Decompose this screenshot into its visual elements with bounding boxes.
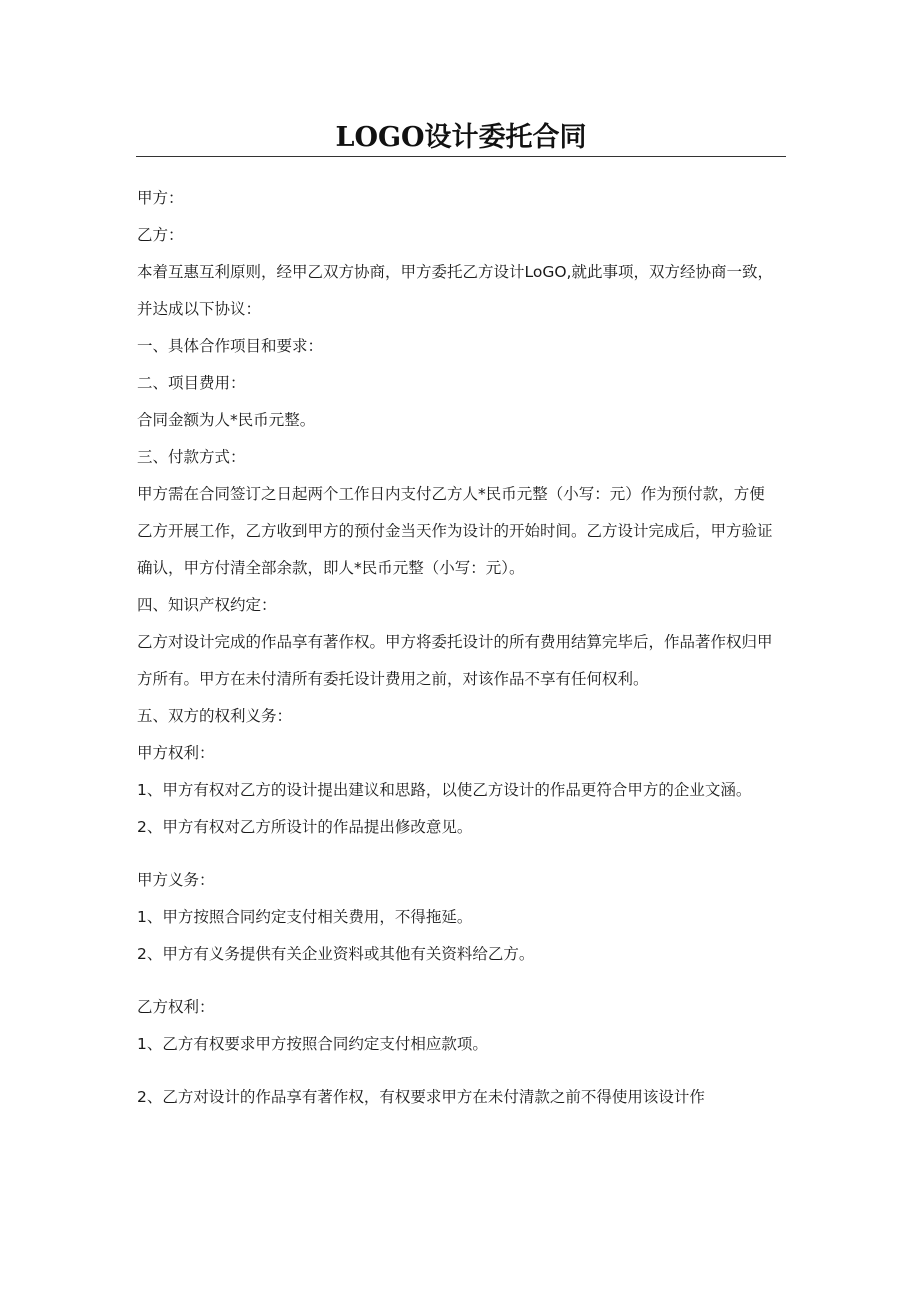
- payment-paragraph: 甲方需在合同签订之日起两个工作日内支付乙方人*民币元整（小写：元）作为预付款，方便乙方开展工作，乙方收到甲方的预付金当天作为设计的开始时间。乙方设计完成后，甲方验证确认，甲方付清全部余款，即人*民币元整（小写：元）。: [137, 485, 773, 577]
- section-heading: 二、项目费用：: [137, 374, 246, 392]
- list-item: 1、甲方有权对乙方的设计提出建议和思路，以使乙方设计的作品更符合甲方的企业文涵。: [137, 781, 752, 799]
- section-heading: 三、付款方式：: [137, 448, 246, 466]
- list-item: 2、甲方有权对乙方所设计的作品提出修改意见。: [137, 818, 473, 836]
- section-heading: 一、具体合作项目和要求：: [137, 337, 324, 355]
- subsection-heading: 甲方义务：: [137, 871, 215, 889]
- subsection-heading: 甲方权利：: [137, 744, 215, 762]
- ip-paragraph: 乙方对设计完成的作品享有著作权。甲方将委托设计的所有费用结算完毕后，作品著作权归甲方所有。甲方在未付清所有委托设计费用之前，对该作品不享有任何权利。: [137, 633, 773, 688]
- party-b-line: 乙方：: [137, 226, 184, 244]
- party-a-line: 甲方：: [137, 189, 184, 207]
- list-item: 2、乙方对设计的作品享有著作权，有权要求甲方在未付清款之前不得使用该设计作: [137, 1088, 705, 1106]
- fee-paragraph: 合同金额为人*民币元整。: [137, 411, 316, 429]
- document-body: [137, 180, 777, 1116]
- preamble-paragraph: 本着互惠互利原则，经甲乙双方协商，甲方委托乙方设计LoGO,就此事项，双方经协商一致，并达成以下协议：: [137, 263, 773, 318]
- section-heading: 五、双方的权利义务：: [137, 707, 293, 725]
- list-item: 2、甲方有义务提供有关企业资料或其他有关资料给乙方。: [137, 945, 535, 963]
- document-title: LOGO设计委托合同: [335, 122, 587, 153]
- list-item: 1、乙方有权要求甲方按照合同约定支付相应款项。: [137, 1035, 488, 1053]
- section-heading: 四、知识产权约定：: [137, 596, 277, 614]
- subsection-heading: 乙方权利：: [137, 998, 215, 1016]
- title-underline: [136, 156, 786, 157]
- list-item: 1、甲方按照合同约定支付相关费用，不得拖延。: [137, 908, 473, 926]
